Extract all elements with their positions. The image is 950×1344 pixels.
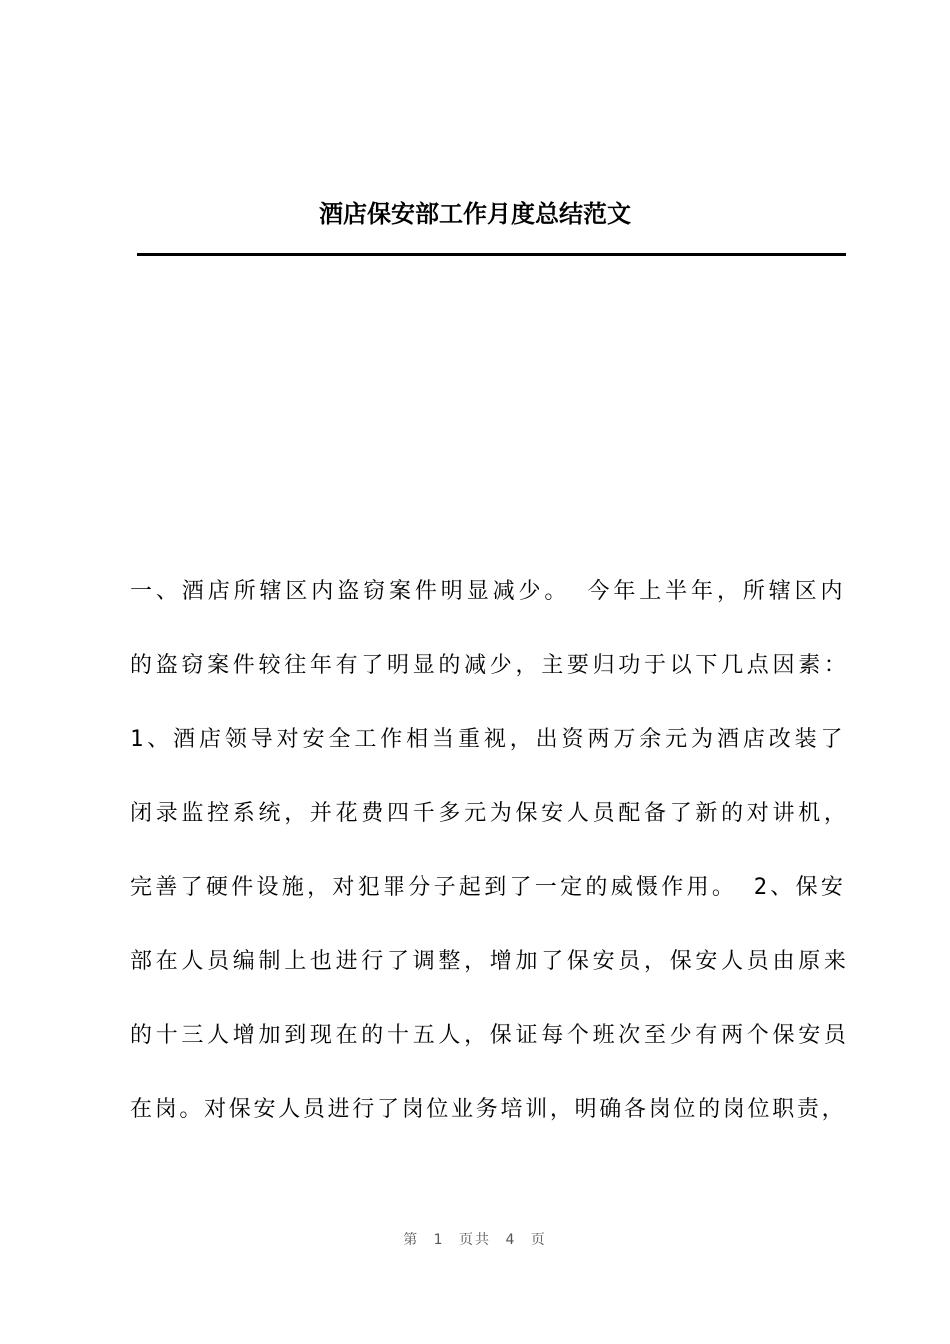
body-line-7: 的十三人增加到现在的十五人，保证每个班次至少有两个保安员 — [130, 1023, 850, 1048]
body-line-3: 1、酒店领导对安全工作相当重视，出资两万余元为酒店改装了 — [130, 727, 847, 752]
body-line-5: 完善了硬件设施，对犯罪分子起到了一定的威慑作用。 2、保安 — [130, 875, 847, 900]
document-body — [130, 567, 850, 1159]
body-line-4: 闭录监控系统，并花费四千多元为保安人员配备了新的对讲机， — [130, 801, 850, 826]
body-line-2: 的盗窃案件较往年有了明显的减少，主要归功于以下几点因素： — [130, 653, 850, 678]
body-line-8: 在岗。对保安人员进行了岗位业务培训，明确各岗位的岗位职责， — [130, 1097, 847, 1122]
document-title: 酒店保安部工作月度总结范文 — [319, 199, 631, 228]
page-footer: 第 1 页共 4 页 — [403, 1232, 547, 1248]
title-underline — [137, 253, 846, 256]
body-line-6: 部在人员编制上也进行了调整，增加了保安员，保安人员由原来 — [130, 949, 850, 974]
body-line-1: 一、酒店所辖区内盗窃案件明显减少。 今年上半年，所辖区内 — [130, 579, 847, 604]
